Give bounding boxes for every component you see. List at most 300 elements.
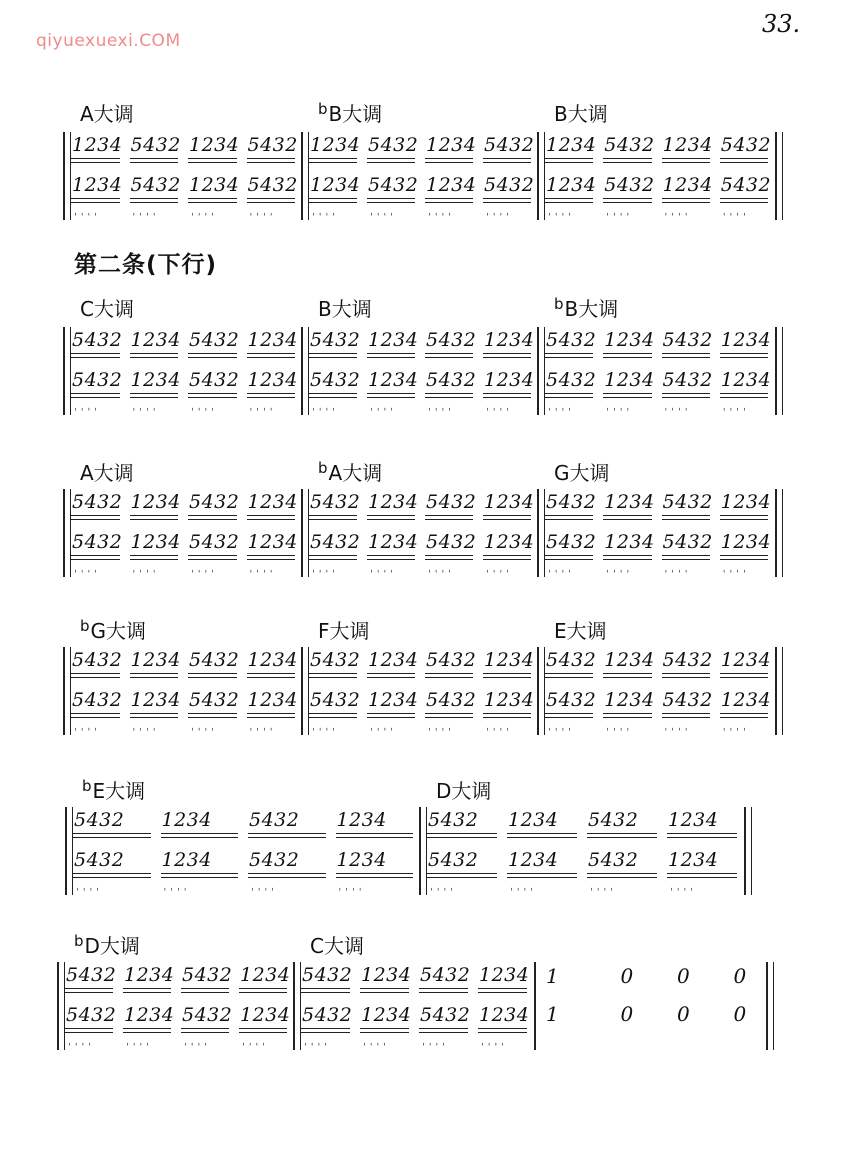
beam-line: [367, 677, 415, 678]
note-group: 5432: [662, 491, 713, 513]
barline-double: [301, 489, 309, 577]
key-name: D大调: [436, 779, 492, 803]
beam-line: [130, 202, 179, 203]
note-group: 5432: [310, 531, 361, 553]
note-group: 5432: [426, 649, 477, 671]
barline-end: [775, 327, 783, 415]
beam-line: [181, 1032, 229, 1033]
beam-line: [247, 677, 296, 678]
note-group: 5432: [720, 134, 772, 156]
beam-line: [188, 559, 237, 560]
beam-line: [587, 877, 657, 878]
beam-line: [367, 555, 415, 556]
beam-line: [130, 555, 179, 556]
beam-line: [425, 713, 473, 714]
note-group: 5432: [130, 134, 181, 156]
note-group: 1234: [247, 649, 298, 671]
beam-line: [309, 717, 357, 718]
beam-line: [71, 357, 120, 358]
octave-dots: ˌˌˌˌ: [486, 721, 513, 732]
note-group: 5432: [368, 174, 419, 196]
octave-dots: ˌˌˌˌ: [486, 206, 513, 217]
barline-end: [775, 647, 783, 735]
note-group: 1234: [72, 174, 123, 196]
beam-line: [130, 519, 179, 520]
key-name: E大调: [554, 619, 607, 643]
note-group: 1234: [247, 491, 298, 513]
beam-line: [720, 158, 768, 159]
note-group: 1234: [368, 649, 419, 671]
note-group: 5432: [182, 964, 233, 986]
beam-line: [427, 837, 497, 838]
octave-dots: ˌˌˌˌ: [428, 206, 455, 217]
octave-dots: ˌˌˌˌ: [74, 401, 101, 412]
octave-dots: ˌˌˌˌ: [191, 401, 218, 412]
beam-line: [360, 1032, 409, 1033]
beam-line: [720, 519, 768, 520]
beam-line: [247, 519, 296, 520]
octave-dots: ˌˌˌˌ: [363, 1036, 390, 1047]
octave-dots: ˌˌˌˌ: [428, 721, 455, 732]
note-group: 5432: [66, 964, 117, 986]
beam-line: [188, 519, 237, 520]
beam-line: [123, 1032, 171, 1033]
beam-line: [71, 677, 120, 678]
beam-line: [309, 397, 357, 398]
beam-line: [188, 673, 237, 674]
note-group: 1234: [336, 809, 387, 831]
note-group: 1234: [662, 134, 713, 156]
beam-line: [247, 673, 296, 674]
note-group: 5432: [426, 689, 477, 711]
final-note: 1: [546, 1002, 559, 1026]
octave-dots: ˌˌˌˌ: [430, 881, 457, 892]
octave-dots: ˌˌˌˌ: [304, 1036, 331, 1047]
beam-line: [336, 833, 414, 834]
octave-dots: ˌˌˌˌ: [664, 206, 692, 217]
beam-line: [188, 162, 237, 163]
beam-line: [545, 515, 593, 516]
barline-double: [537, 132, 545, 220]
note-group: 1234: [479, 1004, 530, 1026]
barline-double: [301, 327, 309, 415]
note-group: 1234: [130, 329, 181, 351]
beam-line: [181, 1028, 229, 1029]
beam-line: [247, 202, 296, 203]
rest-mark: 0: [733, 1002, 747, 1026]
barline-end: [775, 132, 783, 220]
octave-dots: ˌˌˌˌ: [422, 1036, 449, 1047]
octave-dots: ˌˌˌˌ: [481, 1036, 508, 1047]
note-group: 1234: [368, 329, 419, 351]
note-group: 5432: [72, 689, 123, 711]
beam-line: [603, 393, 651, 394]
beam-line: [720, 559, 768, 560]
beam-line: [545, 162, 593, 163]
beam-line: [239, 1028, 287, 1029]
note-group: 1234: [720, 329, 772, 351]
note-group: 5432: [310, 491, 361, 513]
note-group: 1234: [662, 174, 713, 196]
note-group: 1234: [426, 174, 477, 196]
note-group: 1234: [336, 849, 387, 871]
beam-line: [247, 717, 296, 718]
octave-dots: ˌˌˌˌ: [510, 881, 537, 892]
octave-dots: ˌˌˌˌ: [184, 1036, 211, 1047]
octave-dots: ˌˌˌˌ: [312, 401, 339, 412]
beam-line: [71, 717, 120, 718]
beam-line: [720, 673, 768, 674]
rest-mark: 0: [620, 964, 634, 988]
octave-dots: ˌˌˌˌ: [249, 401, 277, 412]
beam-line: [161, 873, 239, 874]
octave-dots: ˌˌˌˌ: [251, 881, 278, 892]
note-group: 5432: [189, 531, 240, 553]
note-group: 1234: [484, 491, 535, 513]
key-name: E大调: [92, 779, 146, 803]
beam-line: [425, 198, 473, 199]
beam-line: [130, 353, 179, 354]
note-group: 5432: [426, 329, 477, 351]
note-group: 5432: [662, 329, 713, 351]
beam-line: [71, 713, 120, 714]
beam-line: [247, 713, 296, 714]
beam-line: [483, 559, 531, 560]
beam-line: [130, 559, 179, 560]
beam-line: [419, 988, 468, 989]
note-group: 5432: [72, 491, 123, 513]
beam-line: [545, 393, 593, 394]
octave-dots: ˌˌˌˌ: [370, 401, 397, 412]
key-signature-label: [554, 98, 608, 127]
beam-line: [507, 877, 577, 878]
beam-line: [425, 353, 473, 354]
note-group: 1234: [720, 689, 772, 711]
octave-dots: ˌˌˌˌ: [722, 401, 750, 412]
beam-line: [425, 393, 473, 394]
note-group: 5432: [189, 491, 240, 513]
beam-line: [603, 397, 651, 398]
key-name: C大调: [310, 934, 364, 958]
key-signature-label: [318, 457, 382, 486]
beam-line: [71, 673, 120, 674]
key-signature-label: [310, 930, 364, 959]
beam-line: [73, 873, 151, 874]
flat-sign: b: [318, 459, 328, 477]
note-group: 5432: [189, 329, 240, 351]
beam-line: [662, 158, 710, 159]
note-group: 1234: [130, 689, 181, 711]
note-group: 5432: [604, 134, 655, 156]
beam-line: [603, 515, 651, 516]
beam-line: [71, 202, 120, 203]
page-number: 33.: [762, 10, 801, 38]
octave-dots: ˌˌˌˌ: [428, 401, 455, 412]
beam-line: [188, 158, 237, 159]
key-signature-label: [80, 615, 146, 644]
beam-line: [427, 877, 497, 878]
key-signature-label: [318, 98, 382, 127]
octave-dots: ˌˌˌˌ: [590, 881, 617, 892]
note-group: 1234: [247, 369, 298, 391]
beam-line: [662, 198, 710, 199]
beam-line: [720, 713, 768, 714]
beam-line: [73, 837, 151, 838]
note-group: 5432: [72, 369, 123, 391]
beam-line: [720, 198, 768, 199]
beam-line: [427, 873, 497, 874]
octave-dots: ˌˌˌˌ: [76, 881, 103, 892]
octave-dots: ˌˌˌˌ: [126, 1036, 153, 1047]
beam-line: [483, 357, 531, 358]
beam-line: [662, 713, 710, 714]
beam-line: [545, 198, 593, 199]
beam-line: [425, 677, 473, 678]
octave-dots: ˌˌˌˌ: [132, 401, 160, 412]
beam-line: [427, 833, 497, 834]
note-group: 1234: [604, 531, 655, 553]
beam-line: [71, 162, 120, 163]
beam-line: [239, 992, 287, 993]
beam-line: [425, 673, 473, 674]
rest-mark: 0: [677, 964, 690, 988]
octave-dots: ˌˌˌˌ: [312, 721, 339, 732]
key-signature-label: [80, 457, 134, 486]
beam-line: [247, 198, 296, 199]
beam-line: [367, 717, 415, 718]
note-group: 5432: [588, 849, 639, 871]
beam-line: [483, 162, 531, 163]
note-group: 1234: [720, 649, 772, 671]
beam-line: [545, 559, 593, 560]
beam-line: [239, 1032, 287, 1033]
beam-line: [425, 162, 473, 163]
note-group: 5432: [189, 689, 240, 711]
flat-sign: b: [80, 617, 90, 635]
beam-line: [419, 992, 468, 993]
barline-double: [537, 489, 545, 577]
beam-line: [188, 353, 237, 354]
beam-line: [425, 559, 473, 560]
key-signature-label: [80, 98, 134, 127]
note-group: 5432: [247, 174, 298, 196]
note-group: 5432: [249, 849, 300, 871]
octave-dots: ˌˌˌˌ: [370, 721, 397, 732]
beam-line: [720, 162, 768, 163]
beam-line: [667, 877, 737, 878]
beam-line: [662, 555, 710, 556]
note-group: 5432: [546, 689, 597, 711]
beam-line: [130, 357, 179, 358]
beam-line: [188, 515, 237, 516]
note-group: 5432: [72, 531, 123, 553]
beam-line: [336, 837, 414, 838]
beam-line: [603, 713, 651, 714]
octave-dots: ˌˌˌˌ: [486, 401, 513, 412]
beam-line: [662, 717, 710, 718]
beam-line: [188, 357, 237, 358]
beam-line: [247, 162, 296, 163]
note-group: 5432: [189, 649, 240, 671]
beam-line: [587, 873, 657, 874]
beam-line: [309, 353, 357, 354]
note-group: 1234: [479, 964, 530, 986]
beam-line: [662, 673, 710, 674]
key-name: G大调: [90, 619, 147, 643]
beam-line: [720, 357, 768, 358]
note-group: 5432: [662, 689, 713, 711]
note-group: 5432: [310, 329, 361, 351]
beam-line: [71, 393, 120, 394]
beam-line: [507, 837, 577, 838]
beam-line: [720, 555, 768, 556]
key-name: G大调: [554, 461, 610, 485]
beam-line: [130, 673, 179, 674]
octave-dots: ˌˌˌˌ: [664, 563, 692, 574]
beam-line: [603, 202, 651, 203]
beam-line: [483, 713, 531, 714]
beam-line: [367, 519, 415, 520]
octave-dots: ˌˌˌˌ: [664, 721, 692, 732]
note-group: 5432: [428, 849, 479, 871]
note-group: 5432: [66, 1004, 117, 1026]
octave-dots: ˌˌˌˌ: [249, 563, 277, 574]
note-group: 1234: [72, 134, 123, 156]
beam-line: [301, 988, 350, 989]
beam-line: [545, 677, 593, 678]
beam-line: [720, 397, 768, 398]
beam-line: [667, 833, 737, 834]
key-signature-label: [318, 615, 370, 644]
beam-line: [603, 519, 651, 520]
beam-line: [367, 158, 415, 159]
beam-line: [301, 992, 350, 993]
note-group: 5432: [74, 849, 125, 871]
beam-line: [720, 353, 768, 354]
beam-line: [545, 519, 593, 520]
octave-dots: ˌˌˌˌ: [74, 206, 101, 217]
octave-dots: ˌˌˌˌ: [191, 721, 218, 732]
octave-dots: ˌˌˌˌ: [163, 881, 191, 892]
beam-line: [545, 555, 593, 556]
beam-line: [301, 1028, 350, 1029]
note-group: 1234: [130, 531, 181, 553]
beam-line: [247, 393, 296, 394]
beam-line: [367, 713, 415, 714]
note-group: 1234: [368, 491, 419, 513]
note-group: 5432: [426, 369, 477, 391]
beam-line: [545, 202, 593, 203]
beam-line: [360, 1028, 409, 1029]
beam-line: [425, 515, 473, 516]
barline-double: [63, 132, 71, 220]
beam-line: [188, 713, 237, 714]
note-group: 1234: [508, 809, 559, 831]
beam-line: [309, 198, 357, 199]
beam-line: [336, 877, 414, 878]
beam-line: [603, 673, 651, 674]
note-group: 1234: [720, 531, 772, 553]
beam-line: [603, 717, 651, 718]
beam-line: [662, 162, 710, 163]
beam-line: [483, 397, 531, 398]
octave-dots: ˌˌˌˌ: [664, 401, 692, 412]
key-name: B大调: [554, 102, 608, 126]
beam-line: [248, 873, 326, 874]
beam-line: [247, 158, 296, 159]
key-signature-label: [318, 293, 372, 322]
note-group: 1234: [604, 689, 655, 711]
beam-line: [367, 673, 415, 674]
flat-sign: b: [554, 295, 564, 313]
beam-line: [65, 988, 113, 989]
barline-double: [537, 647, 545, 735]
key-signature-label: [74, 930, 140, 959]
beam-line: [360, 992, 409, 993]
beam-line: [603, 357, 651, 358]
beam-line: [720, 202, 768, 203]
octave-dots: ˌˌˌˌ: [722, 563, 750, 574]
beam-line: [73, 877, 151, 878]
beam-line: [545, 158, 593, 159]
note-group: 1234: [189, 134, 240, 156]
beam-line: [425, 717, 473, 718]
beam-line: [367, 357, 415, 358]
note-group: 5432: [546, 649, 597, 671]
octave-dots: ˌˌˌˌ: [68, 1036, 95, 1047]
note-group: 1234: [240, 1004, 291, 1026]
key-signature-label: [554, 293, 618, 322]
octave-dots: ˌˌˌˌ: [670, 881, 697, 892]
beam-line: [603, 162, 651, 163]
octave-dots: ˌˌˌˌ: [486, 563, 513, 574]
beam-line: [483, 198, 531, 199]
octave-dots: ˌˌˌˌ: [722, 721, 750, 732]
beam-line: [587, 833, 657, 834]
octave-dots: ˌˌˌˌ: [132, 563, 160, 574]
beam-line: [336, 873, 414, 874]
beam-line: [65, 992, 113, 993]
key-signature-label: [554, 457, 610, 486]
beam-line: [662, 202, 710, 203]
beam-line: [181, 988, 229, 989]
beam-line: [239, 988, 287, 989]
octave-dots: ˌˌˌˌ: [606, 206, 634, 217]
key-signature-label: [436, 775, 491, 804]
beam-line: [248, 877, 326, 878]
note-group: 1234: [189, 174, 240, 196]
beam-line: [483, 717, 531, 718]
note-group: 1234: [361, 964, 412, 986]
beam-line: [123, 1028, 171, 1029]
beam-line: [720, 717, 768, 718]
note-group: 1234: [247, 329, 298, 351]
beam-line: [483, 515, 531, 516]
note-group: 1234: [426, 134, 477, 156]
beam-line: [130, 677, 179, 678]
beam-line: [65, 1032, 113, 1033]
note-group: 1234: [720, 491, 772, 513]
note-group: 1234: [161, 849, 212, 871]
note-group: 1234: [668, 809, 719, 831]
beam-line: [662, 559, 710, 560]
note-group: 1234: [130, 649, 181, 671]
octave-dots: ˌˌˌˌ: [606, 721, 634, 732]
note-group: 5432: [420, 964, 471, 986]
note-group: 1234: [484, 369, 535, 391]
note-group: 1234: [161, 809, 212, 831]
octave-dots: ˌˌˌˌ: [191, 563, 218, 574]
